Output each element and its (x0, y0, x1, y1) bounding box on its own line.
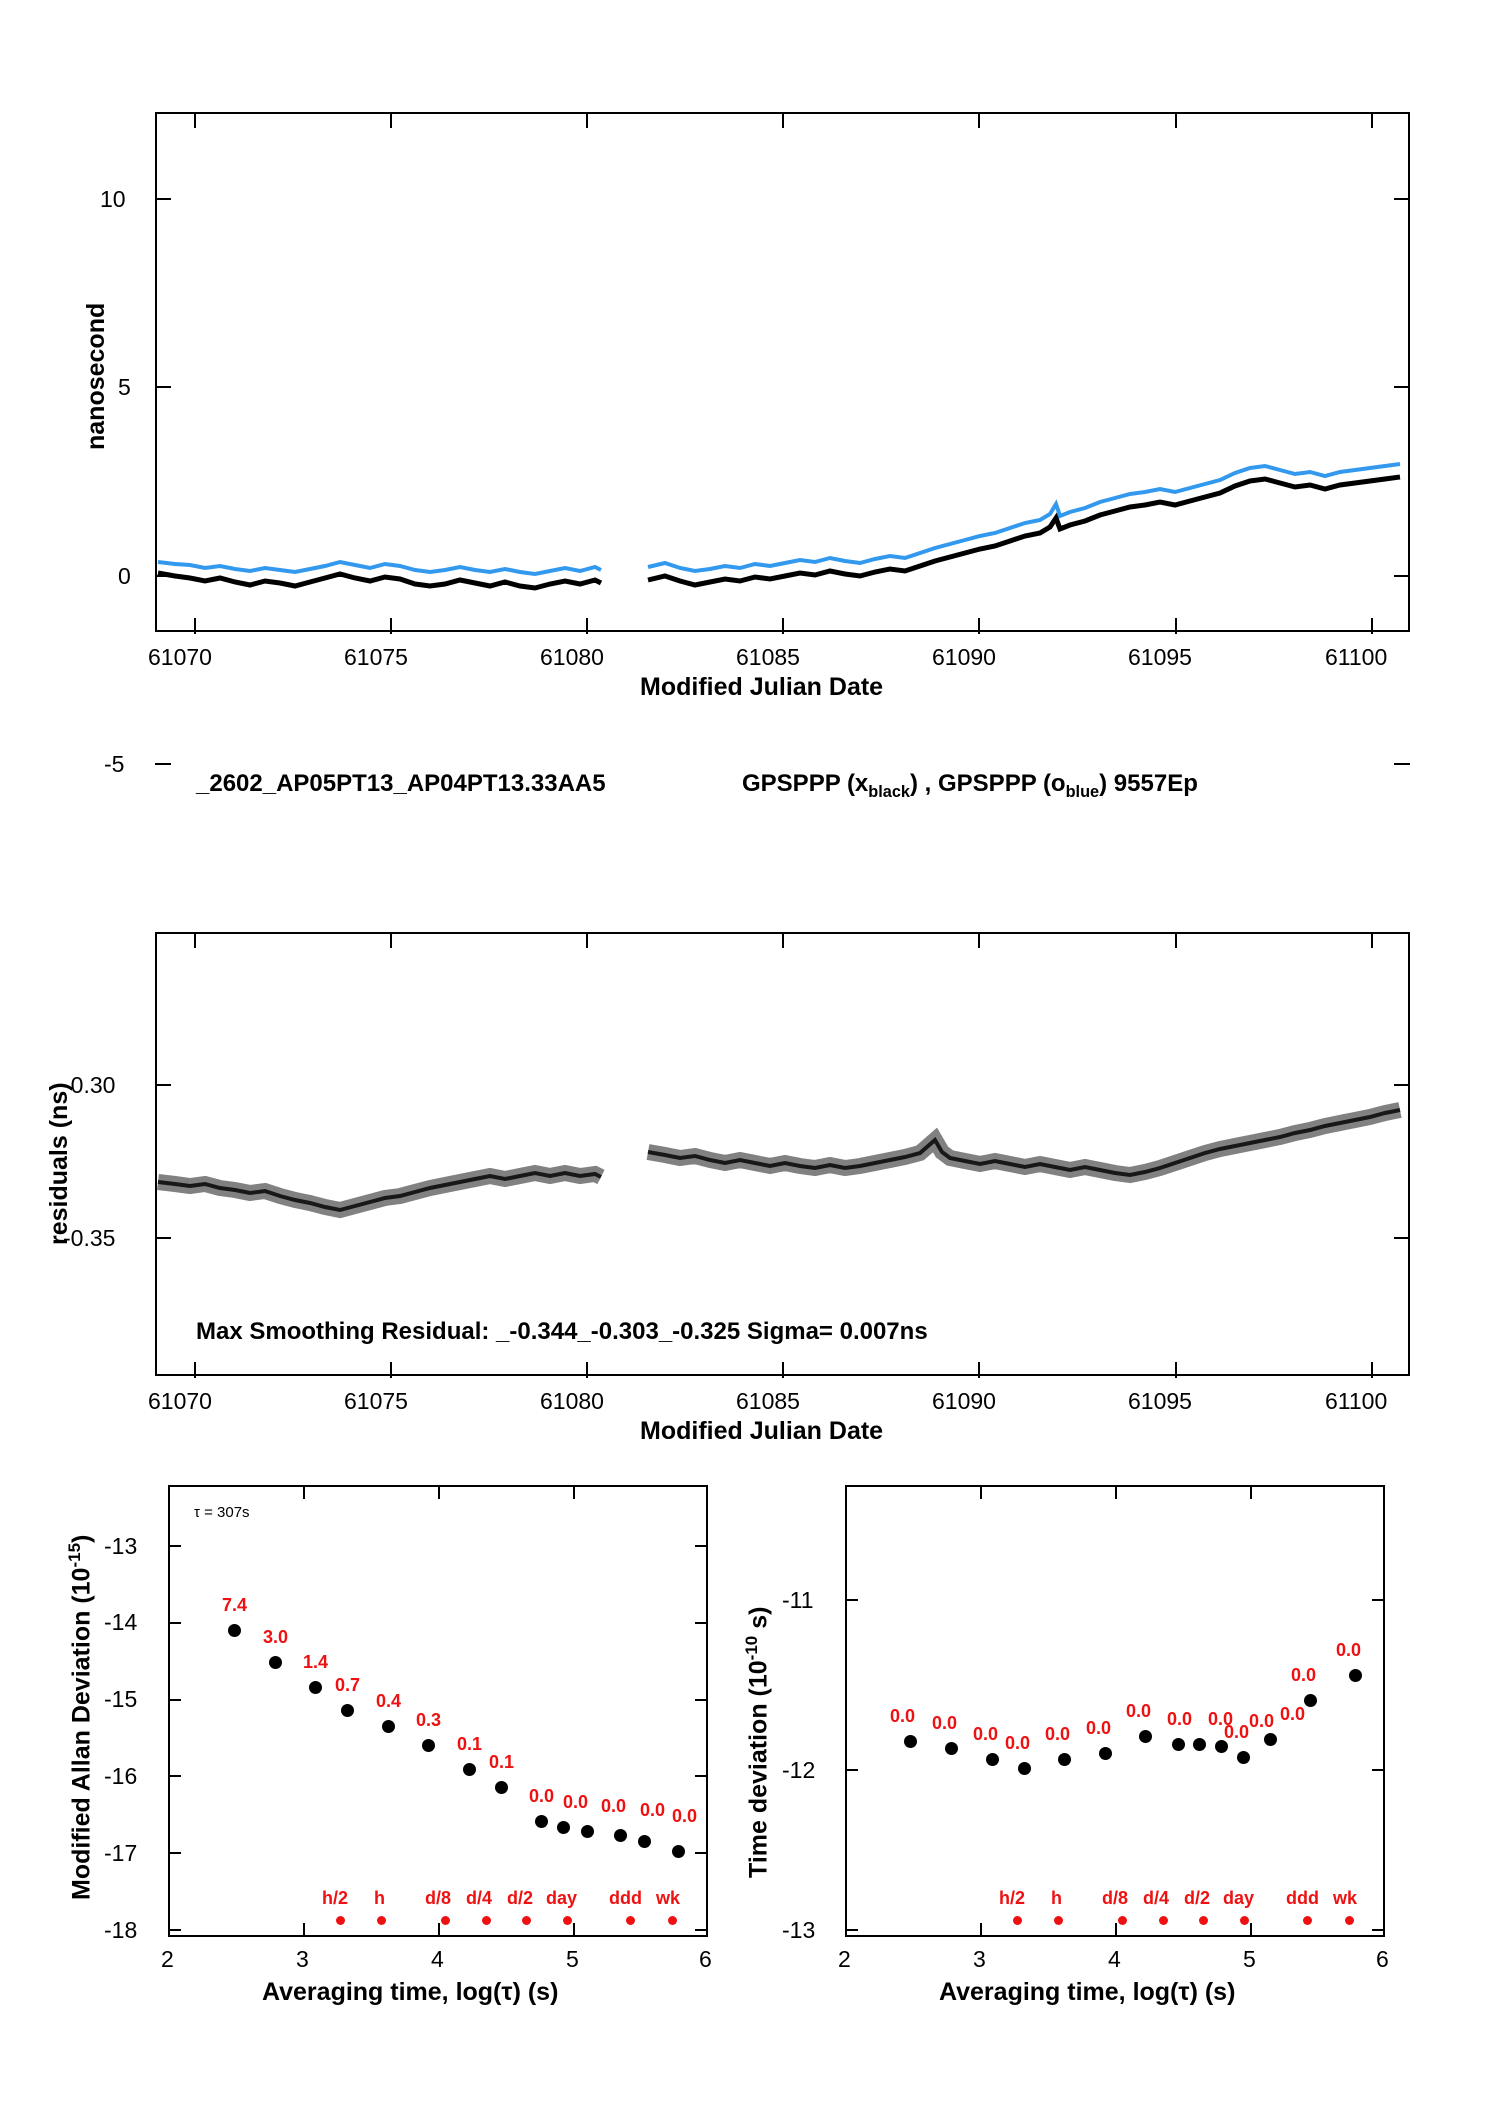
tdev-point-label: 0.0 (1291, 1665, 1317, 1685)
tdev-point (1172, 1738, 1185, 1751)
tdev-yaxis-exp: -10 (742, 1635, 761, 1661)
adev-point (672, 1845, 685, 1858)
tdev-point-label: 0.0 (1224, 1722, 1250, 1742)
adev-marker-label: d/2 (507, 1888, 534, 1908)
adev-point (228, 1624, 241, 1637)
adev-point-label: 0.0 (529, 1786, 555, 1806)
tdev-xaxis-b: ) (s) (1189, 1978, 1236, 2006)
adev-point-label: 0.4 (376, 1691, 402, 1711)
tdev-ytick-1: -12 (782, 1757, 816, 1783)
tdev-marker-dot (1013, 1916, 1022, 1925)
adev-marker-dot (336, 1916, 345, 1925)
phase-xtick-0: 61070 (148, 644, 212, 670)
tdev-point-label: 0.0 (1005, 1733, 1031, 1753)
adev-point (535, 1815, 548, 1828)
tdev-marker-dot (1345, 1916, 1354, 1925)
adev-marker-dot (626, 1916, 635, 1925)
adev-point-label: 3.0 (263, 1627, 289, 1647)
phase-xtick-2: 61080 (540, 644, 604, 670)
adev-marker-label: h/2 (322, 1888, 349, 1908)
tdev-marker-label: d/4 (1143, 1888, 1170, 1908)
tdev-point (904, 1735, 917, 1748)
adev-yaxis-title (65, 1535, 96, 1900)
residuals-xtick-4: 61090 (932, 1388, 996, 1414)
adev-xtick-2: 4 (431, 1946, 444, 1972)
adev-xtick-0: 2 (161, 1946, 174, 1972)
phase-annotation-left: _2602_AP05PT13_AP04PT13.33AA5 (196, 770, 606, 797)
tdev-point-label: 0.0 (1280, 1704, 1306, 1724)
tdev-ytick-2: -13 (782, 1917, 816, 1943)
tdev-ytick-0: -11 (782, 1587, 814, 1613)
tdev-point-label: 0.0 (1249, 1711, 1275, 1731)
adev-point-label: 7.4 (222, 1595, 248, 1615)
adev-marker-dot (522, 1916, 531, 1925)
phase-annot-a: GPSPPP (x (742, 770, 869, 797)
adev-point (495, 1781, 508, 1794)
adev-ytick-4: -17 (104, 1840, 138, 1866)
tdev-point (1099, 1747, 1112, 1760)
adev-point (557, 1821, 570, 1834)
adev-marker-label: wk (656, 1888, 681, 1908)
adev-yaxis-b: ) (67, 1534, 96, 1543)
tdev-xtick-0: 2 (838, 1946, 851, 1972)
adev-point (581, 1825, 594, 1838)
adev-point-label: 0.7 (335, 1675, 361, 1695)
residuals-ytick-0: -0.30 (63, 1072, 116, 1098)
phase-xtick-6: 61100 (1325, 644, 1388, 670)
tdev-point (1237, 1751, 1250, 1764)
tdev-point (986, 1753, 999, 1766)
phase-xtick-5: 61095 (1128, 644, 1192, 670)
adev-point (382, 1720, 395, 1733)
adev-marker-label: d/8 (425, 1888, 452, 1908)
tdev-point-label: 0.0 (1336, 1640, 1362, 1660)
tdev-point-label: 0.0 (890, 1706, 916, 1726)
adev-point-label: 1.4 (303, 1652, 329, 1672)
adev-xtick-1: 3 (296, 1946, 309, 1972)
phase-ytick-1: 5 (118, 374, 131, 400)
tdev-marker-label: d/8 (1102, 1888, 1129, 1908)
adev-xaxis-title (262, 1978, 558, 2007)
tdev-point (945, 1742, 958, 1755)
adev-marker-label: day (546, 1888, 578, 1908)
phase-xtick-1: 61075 (344, 644, 408, 670)
tdev-xaxis-a: Averaging time, log( (939, 1978, 1179, 2006)
adev-point-label: 0.0 (672, 1806, 698, 1826)
residuals-annotation: Max Smoothing Residual: _-0.344_-0.303_-0.325 Sigma= 0.007ns (196, 1318, 928, 1345)
adev-yaxis-exp: -15 (65, 1542, 84, 1568)
adev-point-label: 0.0 (640, 1800, 666, 1820)
adev-point (463, 1763, 476, 1776)
tdev-marker-label: wk (1333, 1888, 1358, 1908)
adev-marker-label: h (374, 1888, 385, 1908)
tdev-point-label: 0.0 (1167, 1709, 1193, 1729)
adev-ytick-3: -16 (104, 1763, 138, 1789)
adev-ytick-5: -18 (104, 1917, 138, 1943)
tdev-point-label: 0.0 (973, 1724, 999, 1744)
adev-tau-note: τ = 307s (194, 1504, 250, 1521)
adev-marker-dot (441, 1916, 450, 1925)
tdev-yaxis-b: s) (744, 1606, 773, 1636)
tdev-xtick-3: 5 (1243, 1946, 1256, 1972)
adev-point-label: 0.1 (489, 1752, 515, 1772)
tdev-xaxis-title (939, 1978, 1235, 2007)
adev-point-label: 0.1 (457, 1734, 483, 1754)
adev-point (614, 1829, 627, 1842)
tdev-point (1193, 1738, 1206, 1751)
tdev-xaxis-tau: τ (1178, 1978, 1190, 2006)
tdev-marker-label: d/2 (1184, 1888, 1211, 1908)
tdev-yaxis-title (742, 1607, 773, 1878)
tdev-point-label: 0.0 (1086, 1718, 1112, 1738)
adev-point (638, 1835, 651, 1848)
adev-marker-dot (668, 1916, 677, 1925)
adev-marker-dot (482, 1916, 491, 1925)
phase-ytick-3: -5 (104, 751, 125, 777)
adev-point (269, 1656, 282, 1669)
tdev-point-label: 0.0 (932, 1713, 958, 1733)
adev-marker-dot (563, 1916, 572, 1925)
tdev-marker-dot (1054, 1916, 1063, 1925)
residuals-xtick-1: 61075 (344, 1388, 408, 1414)
residuals-xtick-6: 61100 (1325, 1388, 1388, 1414)
adev-point (422, 1739, 435, 1752)
residuals-yaxis-title: residuals (ns) (45, 1082, 73, 1245)
adev-xaxis-b: ) (s) (512, 1978, 559, 2006)
adev-xtick-3: 5 (566, 1946, 579, 1972)
adev-marker-label: ddd (609, 1888, 642, 1908)
tdev-xtick-4: 6 (1376, 1946, 1389, 1972)
tdev-marker-dot (1303, 1916, 1312, 1925)
phase-yaxis-title: nanosecond (82, 302, 110, 450)
residuals-xtick-5: 61095 (1128, 1388, 1192, 1414)
adev-point-label: 0.0 (563, 1792, 589, 1812)
tdev-yaxis-a: Time deviation (10 (744, 1660, 773, 1878)
adev-point (309, 1681, 322, 1694)
tdev-point (1018, 1762, 1031, 1775)
tdev-point (1058, 1753, 1071, 1766)
phase-annot-c: ) 9557Ep (1099, 770, 1198, 797)
residuals-xtick-2: 61080 (540, 1388, 604, 1414)
adev-xaxis-a: Averaging time, log( (262, 1978, 502, 2006)
tdev-point-label: 0.0 (1126, 1701, 1152, 1721)
tdev-marker-label: h (1051, 1888, 1062, 1908)
tdev-point-label: 0.0 (1208, 1709, 1234, 1729)
tdev-marker-dot (1240, 1916, 1249, 1925)
tdev-marker-label: h/2 (999, 1888, 1026, 1908)
tdev-point (1264, 1733, 1277, 1746)
residuals-xtick-0: 61070 (148, 1388, 212, 1414)
tdev-marker-label: ddd (1286, 1888, 1319, 1908)
tdev-marker-dot (1118, 1916, 1127, 1925)
phase-annot-a-sub: black (868, 782, 910, 801)
tdev-xtick-1: 3 (973, 1946, 986, 1972)
adev-yaxis-a: Modified Allan Deviation (10 (67, 1567, 96, 1900)
phase-xtick-3: 61085 (736, 644, 800, 670)
phase-ytick-2: 0 (118, 563, 131, 589)
tdev-marker-label: day (1223, 1888, 1255, 1908)
tdev-point (1304, 1694, 1317, 1707)
phase-xaxis-title: Modified Julian Date (640, 673, 884, 701)
residuals-ytick-1: -0.35 (63, 1225, 116, 1251)
adev-xaxis-tau: τ (501, 1978, 513, 2006)
adev-marker-label: d/4 (466, 1888, 493, 1908)
tdev-xtick-2: 4 (1108, 1946, 1121, 1972)
phase-xtick-4: 61090 (932, 644, 996, 670)
adev-xtick-4: 6 (699, 1946, 712, 1972)
adev-ytick-2: -15 (104, 1686, 138, 1712)
phase-annot-b-sub: blue (1065, 782, 1100, 801)
residuals-xtick-3: 61085 (736, 1388, 800, 1414)
adev-marker-dot (377, 1916, 386, 1925)
adev-point-label: 0.3 (416, 1710, 442, 1730)
adev-point (341, 1704, 354, 1717)
adev-point-label: 0.0 (601, 1796, 627, 1816)
phase-annot-b: ) , GPSPPP (o (910, 770, 1066, 797)
tdev-point-label: 0.0 (1045, 1724, 1071, 1744)
phase-ytick-0: 10 (100, 186, 126, 212)
adev-ytick-0: -13 (104, 1533, 138, 1559)
tdev-marker-dot (1159, 1916, 1168, 1925)
tdev-point (1349, 1669, 1362, 1682)
residuals-xaxis-title: Modified Julian Date (640, 1417, 884, 1445)
adev-ytick-1: -14 (104, 1609, 138, 1635)
tdev-marker-dot (1199, 1916, 1208, 1925)
tdev-point (1139, 1730, 1152, 1743)
